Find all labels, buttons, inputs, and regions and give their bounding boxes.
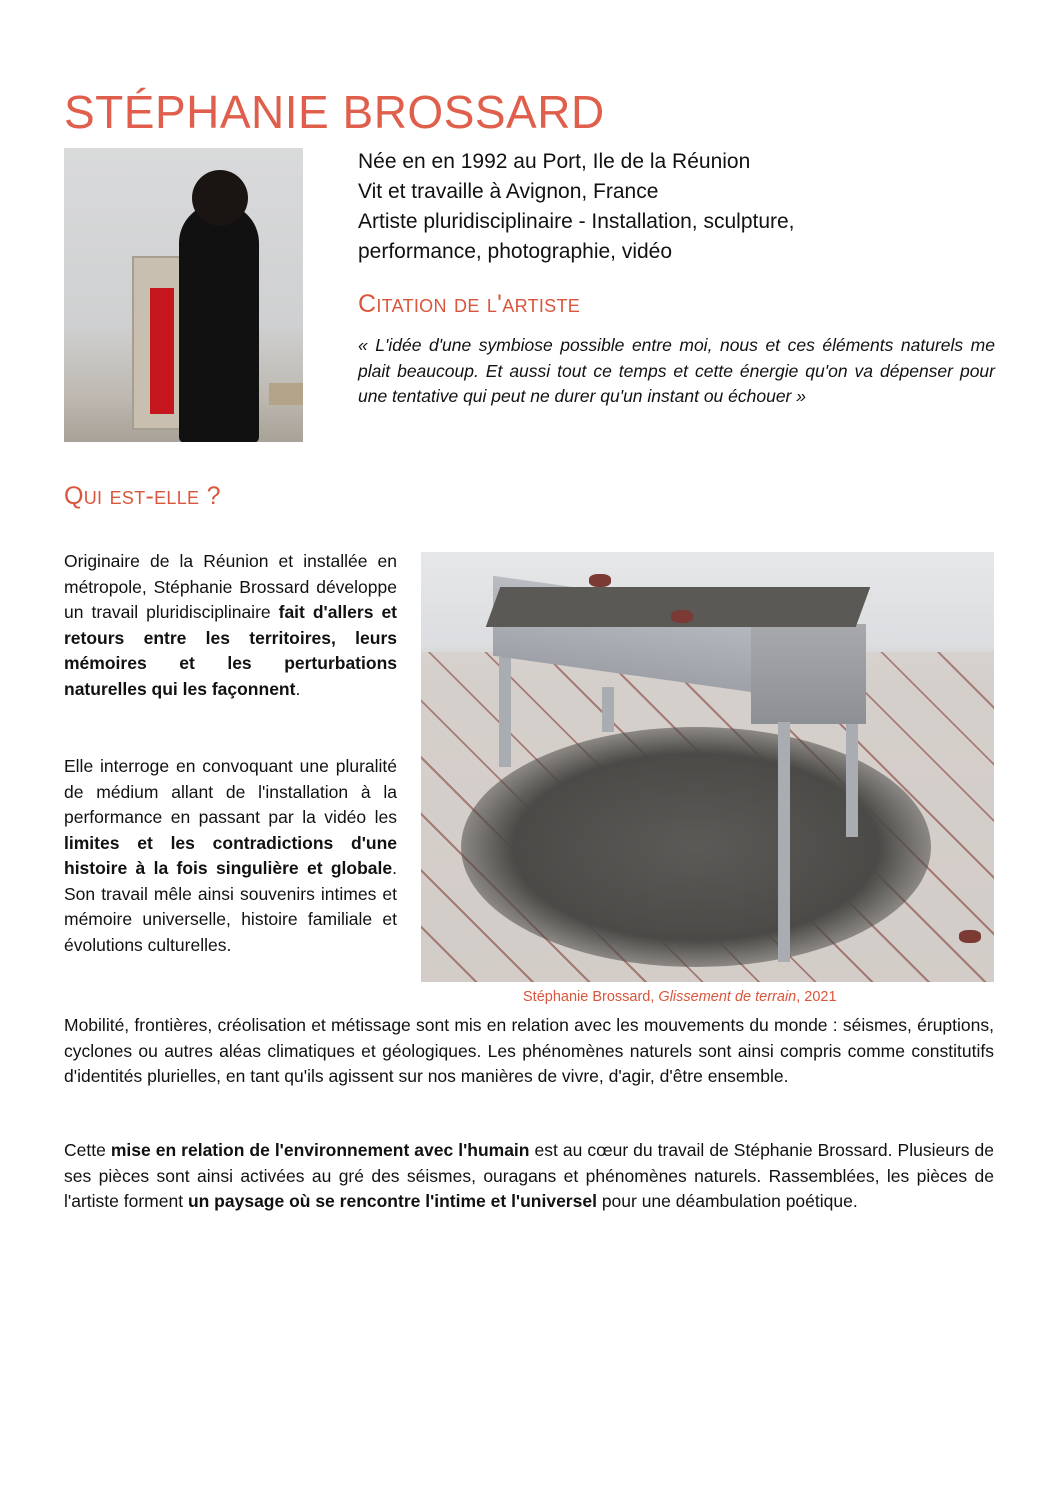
text: Originaire de la Réunion et installée en métropole, Stéphanie Brossard développe un travail pluridisciplinaire: [64, 551, 397, 622]
bold-text: mise en relation de l'environnement avec l'humain: [110, 1140, 530, 1160]
bold-text: limites et les contradictions d'une histoire à la fois singulière et globale: [64, 832, 397, 878]
text: .: [295, 678, 301, 699]
sand-pile: [461, 727, 931, 967]
bio-discipline: Artiste pluridisciplinaire - Installation, sculpture,: [358, 210, 795, 233]
bio-birth: Née en en 1992 au Port, Ile de la Réunion: [358, 150, 751, 173]
stool: [269, 383, 303, 405]
artwork-caption: [523, 989, 837, 1005]
bold-text: fait d'allers et retours entre les territoires, leurs mémoires et les perturbations naturelles qui les façonnent: [64, 602, 397, 699]
bold-text: un paysage où se rencontre l'intime et l'universel: [187, 1191, 597, 1211]
bio-mediums: performance, photographie, vidéo: [358, 240, 673, 263]
text: Cette: [64, 1140, 111, 1160]
text: Elle interroge en convoquant une pluralité de médium allant de l'installation à la performance en passant par la vidéo les: [64, 756, 397, 827]
artist-bio: [358, 147, 795, 267]
table-leg: [499, 657, 511, 767]
paragraph-practice: [64, 754, 397, 958]
artist-figure: [179, 203, 259, 442]
page-title: STÉPHANIE BROSSARD: [64, 85, 605, 138]
quote-heading: Citation de l'artiste: [358, 290, 581, 318]
red-fabric: [150, 288, 174, 414]
paragraph-environment: [64, 1138, 994, 1215]
rock: [589, 574, 611, 587]
rock: [671, 610, 693, 623]
table-leg: [602, 687, 614, 732]
text: pour une déambulation poétique.: [596, 1191, 858, 1211]
table-leg: [778, 722, 790, 962]
caption-title: Glissement de terrain: [658, 989, 797, 1005]
artist-portrait-photo: [64, 148, 303, 442]
artist-quote: « L'idée d'une symbiose possible entre moi, nous et ces éléments naturels me plait beaucoup. Et aussi tout ce temps et cette énergie qu'on va dépenser pour une tentative qui peut ne durer qu'un instant ou échouer »: [358, 335, 995, 406]
caption-artist: Stéphanie Brossard,: [523, 989, 659, 1005]
text: est au cœur du travail de Stéphanie Brossard. Plusieurs de ses pièces sont ainsi activées au gré des séismes, ouragans et phénomènes naturels. Rassemblées, les pièces de l'artiste forment: [64, 1140, 994, 1211]
caption-year: , 2021: [796, 989, 837, 1005]
bio-residence: Vit et travaille à Avignon, France: [358, 180, 659, 203]
artist-head: [192, 170, 248, 226]
paragraph-origin: [64, 549, 397, 702]
artwork-photo: [421, 552, 994, 982]
who-heading: Qui est-elle ?: [64, 482, 221, 510]
paragraph-mobility: Mobilité, frontières, créolisation et métissage sont mis en relation avec les mouvements du monde : séismes, éruptions, cyclones ou autres aléas climatiques et géologiques. Les phénomènes naturels sont ainsi compris comme constitutifs d'identités plurielles, en tant qu'ils agissent sur nos manières de vivre, d'agir, d'être ensemble.: [64, 1015, 994, 1086]
table-end: [751, 624, 866, 724]
text: . Son travail mêle ainsi souvenirs intimes et mémoire universelle, histoire familiale et évolutions culturelles.: [64, 858, 397, 955]
rock: [959, 930, 981, 943]
